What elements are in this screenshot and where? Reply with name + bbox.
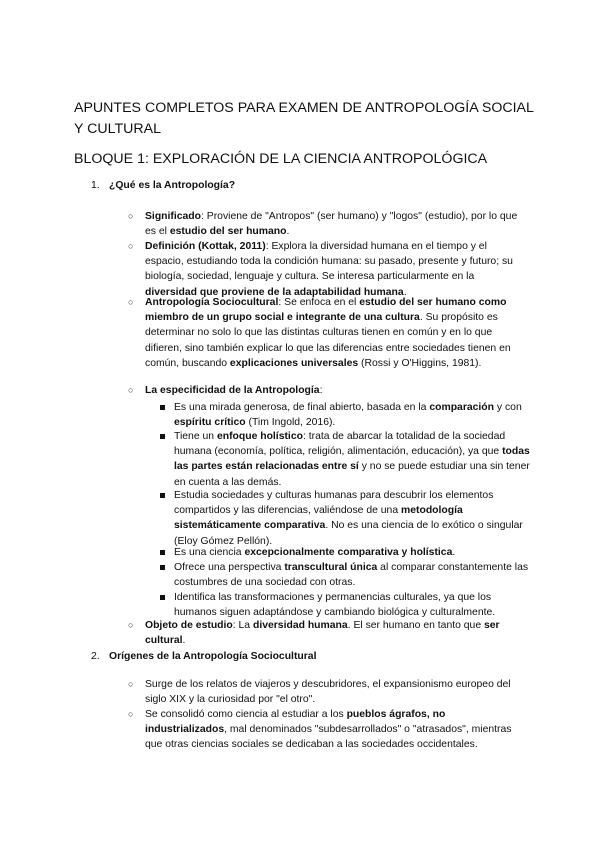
hollow-bullet-icon: ○ <box>128 385 134 395</box>
origenes-2-text-c: , mal denominados "subdesarrollados" o "atrasados", mientras que otras ciencias sociales se dedicaban a las sociedades occidentales. <box>145 724 512 751</box>
item-bold: transcultural única <box>284 562 378 573</box>
item-text: Ofrece una perspectiva <box>174 562 285 573</box>
significado-end: . <box>286 226 290 238</box>
significado-label: Significado <box>145 211 201 222</box>
objeto-end: . <box>182 635 186 647</box>
item-text: y no se puede estudiar una sin tener en cuenta a las demás. <box>174 461 530 488</box>
objeto-text1: : La <box>232 620 253 631</box>
sociocultural-bold2: explicaciones universales <box>229 357 359 369</box>
section-1-heading <box>91 179 235 193</box>
sociocultural-text3: (Rossi y O'Higgins, 1981). <box>358 357 482 369</box>
section-1-number: 1. <box>91 180 100 191</box>
especificidad-label: La especificidad de la Antropología <box>145 385 320 396</box>
especificidad-item <box>174 488 530 549</box>
hollow-bullet-icon: ○ <box>128 211 134 221</box>
especificidad-item <box>174 560 530 590</box>
definicion-end: . <box>403 286 407 298</box>
definicion-bold: diversidad que proviene de la adaptabilidad humana <box>145 286 404 298</box>
hollow-bullet-icon: ○ <box>128 709 134 719</box>
objeto-bold2: ser cultural <box>145 620 500 647</box>
section-2-title: Orígenes de la Antropología Sociocultural <box>109 651 317 662</box>
bullet-definicion <box>128 239 527 300</box>
hollow-bullet-icon: ○ <box>128 679 134 689</box>
objeto-label: Objeto de estudio <box>145 620 233 631</box>
item-text: al comparar constantemente las costumbres de una sociedad con otras. <box>174 562 529 589</box>
bullet-sociocultural <box>128 295 527 371</box>
bullet-objeto <box>128 618 527 648</box>
item-text: Tiene un <box>174 431 217 442</box>
origenes-1-text: Surge de los relatos de viajeros y descubridores, el expansionismo europeo del siglo XIX y la curiosidad por "el otro". <box>145 679 511 706</box>
especificidad-item <box>174 545 530 560</box>
hollow-bullet-icon: ○ <box>128 241 134 251</box>
origenes-2-bold: pueblos ágrafos, no industrializados <box>145 709 446 736</box>
block-heading: BLOQUE 1: EXPLORACIÓN DE LA CIENCIA ANTROPOLÓGICA <box>74 151 488 167</box>
item-text: : trata de abarcar la totalidad de la sociedad humana (economía, política, religión, alimentación, educación), ya que <box>174 431 506 458</box>
section-2-heading <box>91 650 316 664</box>
especificidad-item <box>174 400 530 430</box>
sociocultural-bold1: estudio del ser humano como miembro de un grupo social e integrante de una cultura <box>145 297 507 324</box>
hollow-bullet-icon: ○ <box>128 620 134 630</box>
item-bold: enfoque holístico <box>216 431 303 442</box>
section-2-number: 2. <box>91 651 100 662</box>
item-bold: metodología sistemáticamente comparativa <box>174 505 463 532</box>
square-bullet-icon <box>160 550 165 555</box>
item-bold: espíritu crítico <box>174 417 246 429</box>
item-bold: comparación <box>429 402 495 413</box>
square-bullet-icon <box>160 493 165 498</box>
sociocultural-label: Antropología Sociocultural <box>145 297 279 308</box>
item-text: Estudia sociedades y culturas humanas para descubrir los elementos compartidos y las diferencias, valiéndose de una <box>174 490 494 517</box>
item-text: Es una ciencia <box>174 547 245 558</box>
square-bullet-icon <box>160 595 165 600</box>
especificidad-colon: : <box>319 385 323 396</box>
square-bullet-icon <box>160 405 165 410</box>
significado-text: : Proviene de "Antropos" (ser humano) y "logos" (estudio), por lo que es el <box>145 211 518 238</box>
item-bold: todas las partes están relacionadas entre sí <box>174 446 530 473</box>
square-bullet-icon <box>160 565 165 570</box>
sociocultural-text1: : Se enfoca en el <box>278 297 360 308</box>
sociocultural-text2: . Su propósito es determinar no solo lo que las distintas culturas tienen en común y en lo que difieren, sino también explicar lo que las diferencias entre sociedades tienen en común, buscando <box>145 312 511 369</box>
bullet-origenes-2 <box>128 707 527 753</box>
item-text: (Tim Ingold, 2016). <box>245 417 336 429</box>
definicion-text: : Explora la diversidad humana en el tiempo y el espacio, estudiando toda la condición humana: su pasado, presente y futuro; su biología, sociedad, lenguaje y cultura. Se interesa particularmente en la <box>145 241 513 283</box>
item-text: Identifica las transformaciones y permanencias culturales, ya que los humanos siguen adaptándose y cambiando biológica y culturalmente. <box>174 592 496 619</box>
item-text: . <box>452 547 456 558</box>
objeto-text2: . El ser humano en tanto que <box>347 620 484 631</box>
hollow-bullet-icon: ○ <box>128 297 134 307</box>
item-text: Es una mirada generosa, de final abierto, basada en la <box>174 402 430 413</box>
bullet-significado <box>128 209 527 239</box>
bullet-origenes-1 <box>128 677 527 707</box>
item-text: y con <box>494 402 522 413</box>
document-title: APUNTES COMPLETOS PARA EXAMEN DE ANTROPOLOGÍA SOCIAL Y CULTURAL <box>74 100 534 137</box>
bullet-especificidad <box>128 383 527 398</box>
section-1-title: ¿Qué es la Antropología? <box>109 180 236 191</box>
objeto-bold1: diversidad humana <box>252 620 348 631</box>
origenes-2-text-a: Se consolidó como ciencia al estudiar a los <box>145 709 347 720</box>
especificidad-item <box>174 429 530 490</box>
item-text: . No es una ciencia de lo exótico o singular (Eloy Gómez Pellón). <box>174 520 523 547</box>
square-bullet-icon <box>160 434 165 439</box>
especificidad-item <box>174 590 530 620</box>
item-bold: excepcionalmente comparativa y holística <box>244 547 453 558</box>
significado-bold: estudio del ser humano <box>169 226 287 238</box>
definicion-label: Definición (Kottak, 2011) <box>145 241 266 252</box>
